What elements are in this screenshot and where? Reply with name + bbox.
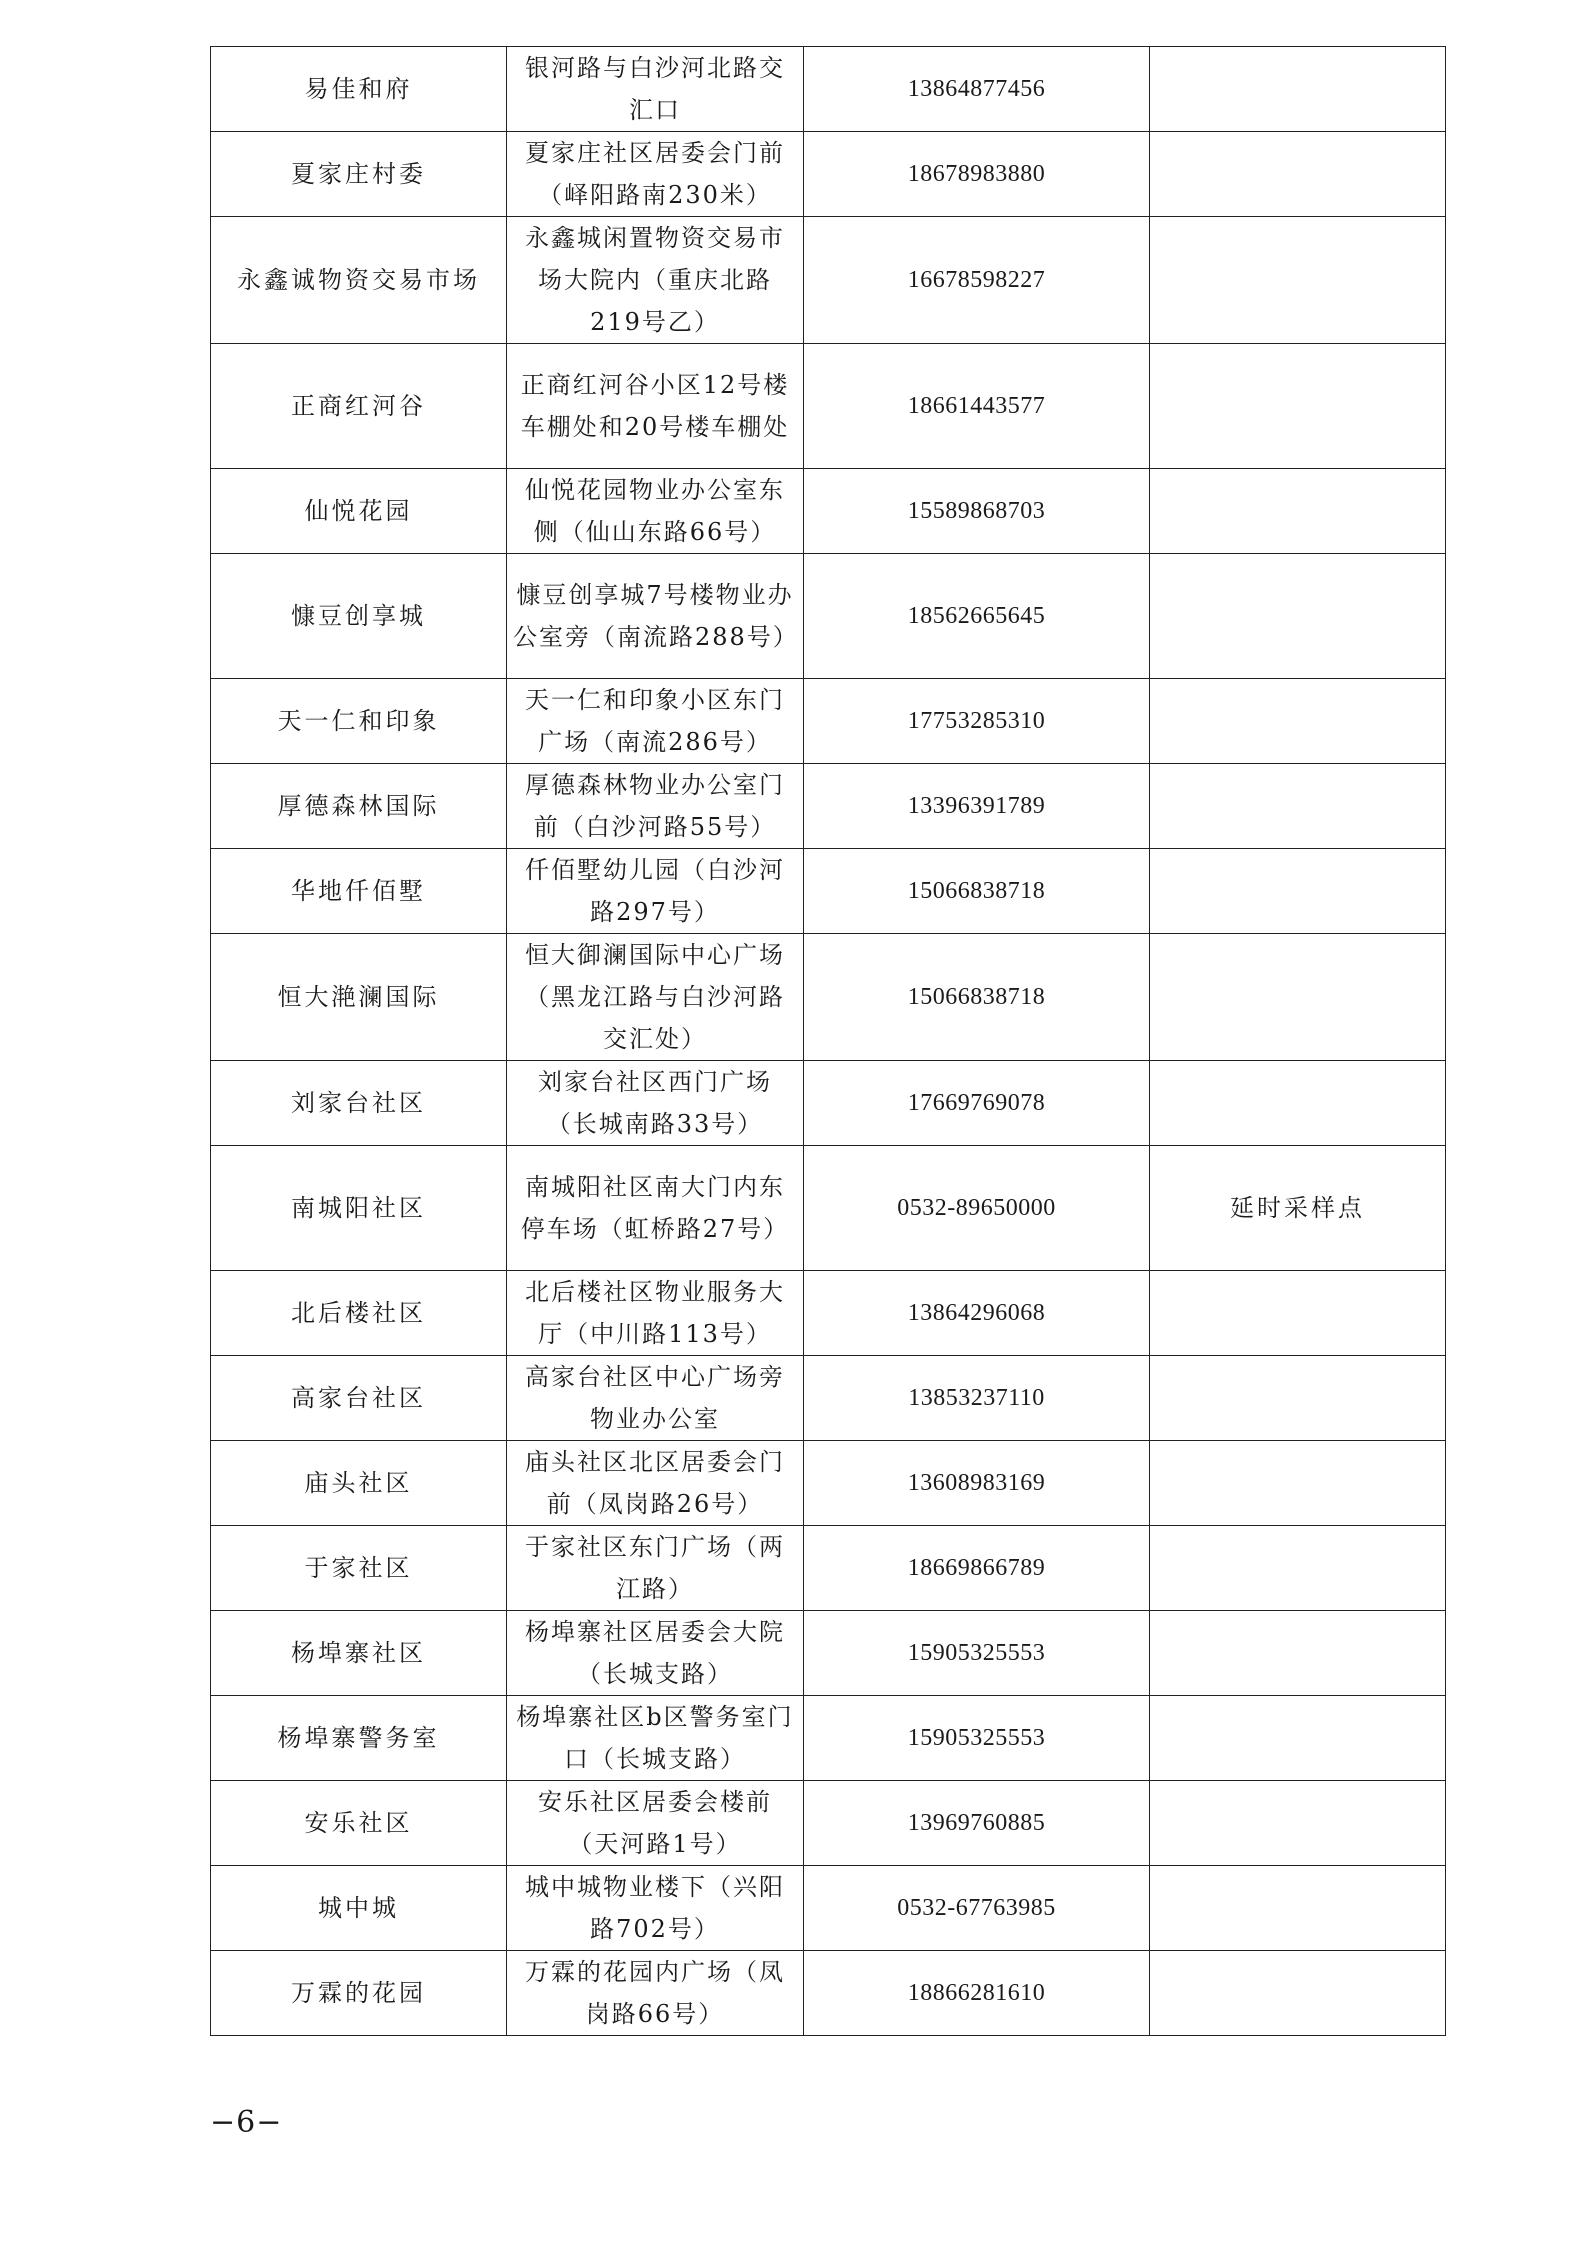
site-phone: 17753285310	[804, 679, 1150, 764]
site-note	[1150, 344, 1446, 469]
site-name: 庙头社区	[211, 1441, 507, 1526]
site-name: 永鑫诚物资交易市场	[211, 217, 507, 344]
site-address: 北后楼社区物业服务大厅（中川路113号）	[507, 1271, 804, 1356]
table-row	[211, 1441, 1446, 1526]
table-row	[211, 554, 1446, 679]
site-address: 恒大御澜国际中心广场（黑龙江路与白沙河路交汇处）	[507, 934, 804, 1061]
sampling-sites-table	[210, 46, 1446, 2036]
site-phone: 0532-89650000	[804, 1146, 1150, 1271]
site-phone: 15066838718	[804, 849, 1150, 934]
site-address: 厚德森林物业办公室门前（白沙河路55号）	[507, 764, 804, 849]
site-note	[1150, 47, 1446, 132]
site-note	[1150, 1781, 1446, 1866]
site-note	[1150, 1441, 1446, 1526]
site-note	[1150, 1611, 1446, 1696]
site-note	[1150, 764, 1446, 849]
site-note	[1150, 679, 1446, 764]
site-phone: 13969760885	[804, 1781, 1150, 1866]
table-row	[211, 1781, 1446, 1866]
site-address: 仟佰墅幼儿园（白沙河路297号）	[507, 849, 804, 934]
table-row	[211, 1271, 1446, 1356]
site-phone: 15066838718	[804, 934, 1150, 1061]
site-address: 杨埠寨社区b区警务室门口（长城支路）	[507, 1696, 804, 1781]
site-address: 天一仁和印象小区东门广场（南流286号）	[507, 679, 804, 764]
table-row	[211, 764, 1446, 849]
table-row	[211, 1611, 1446, 1696]
table-row	[211, 679, 1446, 764]
site-name: 南城阳社区	[211, 1146, 507, 1271]
table-row	[211, 1356, 1446, 1441]
site-note	[1150, 217, 1446, 344]
table-row	[211, 1061, 1446, 1146]
table-row	[211, 344, 1446, 469]
site-name: 易佳和府	[211, 47, 507, 132]
table-row	[211, 469, 1446, 554]
table-row	[211, 934, 1446, 1061]
site-address: 刘家台社区西门广场（长城南路33号）	[507, 1061, 804, 1146]
site-note	[1150, 1526, 1446, 1611]
site-note	[1150, 554, 1446, 679]
site-address: 于家社区东门广场（两江路）	[507, 1526, 804, 1611]
site-address: 银河路与白沙河北路交汇口	[507, 47, 804, 132]
site-name: 北后楼社区	[211, 1271, 507, 1356]
table-row	[211, 1526, 1446, 1611]
site-address: 万霖的花园内广场（凤岗路66号）	[507, 1951, 804, 2036]
site-phone: 18661443577	[804, 344, 1150, 469]
site-address: 正商红河谷小区12号楼车棚处和20号楼车棚处	[507, 344, 804, 469]
site-address: 安乐社区居委会楼前（天河路1号）	[507, 1781, 804, 1866]
site-phone: 0532-67763985	[804, 1866, 1150, 1951]
table-row	[211, 47, 1446, 132]
site-phone: 13396391789	[804, 764, 1150, 849]
site-note	[1150, 934, 1446, 1061]
site-phone: 18562665645	[804, 554, 1150, 679]
site-phone: 13608983169	[804, 1441, 1150, 1526]
site-address: 高家台社区中心广场旁物业办公室	[507, 1356, 804, 1441]
site-address: 杨埠寨社区居委会大院（长城支路）	[507, 1611, 804, 1696]
site-note	[1150, 1061, 1446, 1146]
site-name: 仙悦花园	[211, 469, 507, 554]
site-phone: 15905325553	[804, 1611, 1150, 1696]
site-address: 城中城物业楼下（兴阳路702号）	[507, 1866, 804, 1951]
site-name: 城中城	[211, 1866, 507, 1951]
site-phone: 13864877456	[804, 47, 1150, 132]
table-row	[211, 132, 1446, 217]
site-name: 杨埠寨警务室	[211, 1696, 507, 1781]
site-name: 刘家台社区	[211, 1061, 507, 1146]
site-note: 延时采样点	[1150, 1146, 1446, 1271]
site-name: 天一仁和印象	[211, 679, 507, 764]
site-name: 杨埠寨社区	[211, 1611, 507, 1696]
site-note	[1150, 1356, 1446, 1441]
site-note	[1150, 1271, 1446, 1356]
site-note	[1150, 1866, 1446, 1951]
site-name: 万霖的花园	[211, 1951, 507, 2036]
site-address: 慷豆创享城7号楼物业办公室旁（南流路288号）	[507, 554, 804, 679]
site-phone: 18669866789	[804, 1526, 1150, 1611]
site-note	[1150, 1696, 1446, 1781]
table-row	[211, 849, 1446, 934]
site-address: 永鑫城闲置物资交易市场大院内（重庆北路219号乙）	[507, 217, 804, 344]
site-name: 慷豆创享城	[211, 554, 507, 679]
site-phone: 15589868703	[804, 469, 1150, 554]
site-name: 厚德森林国际	[211, 764, 507, 849]
site-phone: 13853237110	[804, 1356, 1150, 1441]
site-phone: 17669769078	[804, 1061, 1150, 1146]
table-row	[211, 1146, 1446, 1271]
site-note	[1150, 1951, 1446, 2036]
site-phone: 16678598227	[804, 217, 1150, 344]
site-name: 安乐社区	[211, 1781, 507, 1866]
site-name: 华地仟佰墅	[211, 849, 507, 934]
site-address: 夏家庄社区居委会门前（峄阳路南230米）	[507, 132, 804, 217]
table-row	[211, 217, 1446, 344]
site-address: 庙头社区北区居委会门前（凤岗路26号）	[507, 1441, 804, 1526]
site-name: 夏家庄村委	[211, 132, 507, 217]
site-name: 于家社区	[211, 1526, 507, 1611]
site-address: 仙悦花园物业办公室东侧（仙山东路66号）	[507, 469, 804, 554]
site-phone: 18866281610	[804, 1951, 1150, 2036]
site-phone: 18678983880	[804, 132, 1150, 217]
site-name: 正商红河谷	[211, 344, 507, 469]
table-row	[211, 1951, 1446, 2036]
table-row	[211, 1866, 1446, 1951]
site-note	[1150, 849, 1446, 934]
site-phone: 13864296068	[804, 1271, 1150, 1356]
site-name: 恒大滟澜国际	[211, 934, 507, 1061]
site-address: 南城阳社区南大门内东停车场（虹桥路27号）	[507, 1146, 804, 1271]
site-note	[1150, 132, 1446, 217]
site-note	[1150, 469, 1446, 554]
site-phone: 15905325553	[804, 1696, 1150, 1781]
site-name: 高家台社区	[211, 1356, 507, 1441]
table-row	[211, 1696, 1446, 1781]
page-number: −6−	[210, 2105, 283, 2140]
